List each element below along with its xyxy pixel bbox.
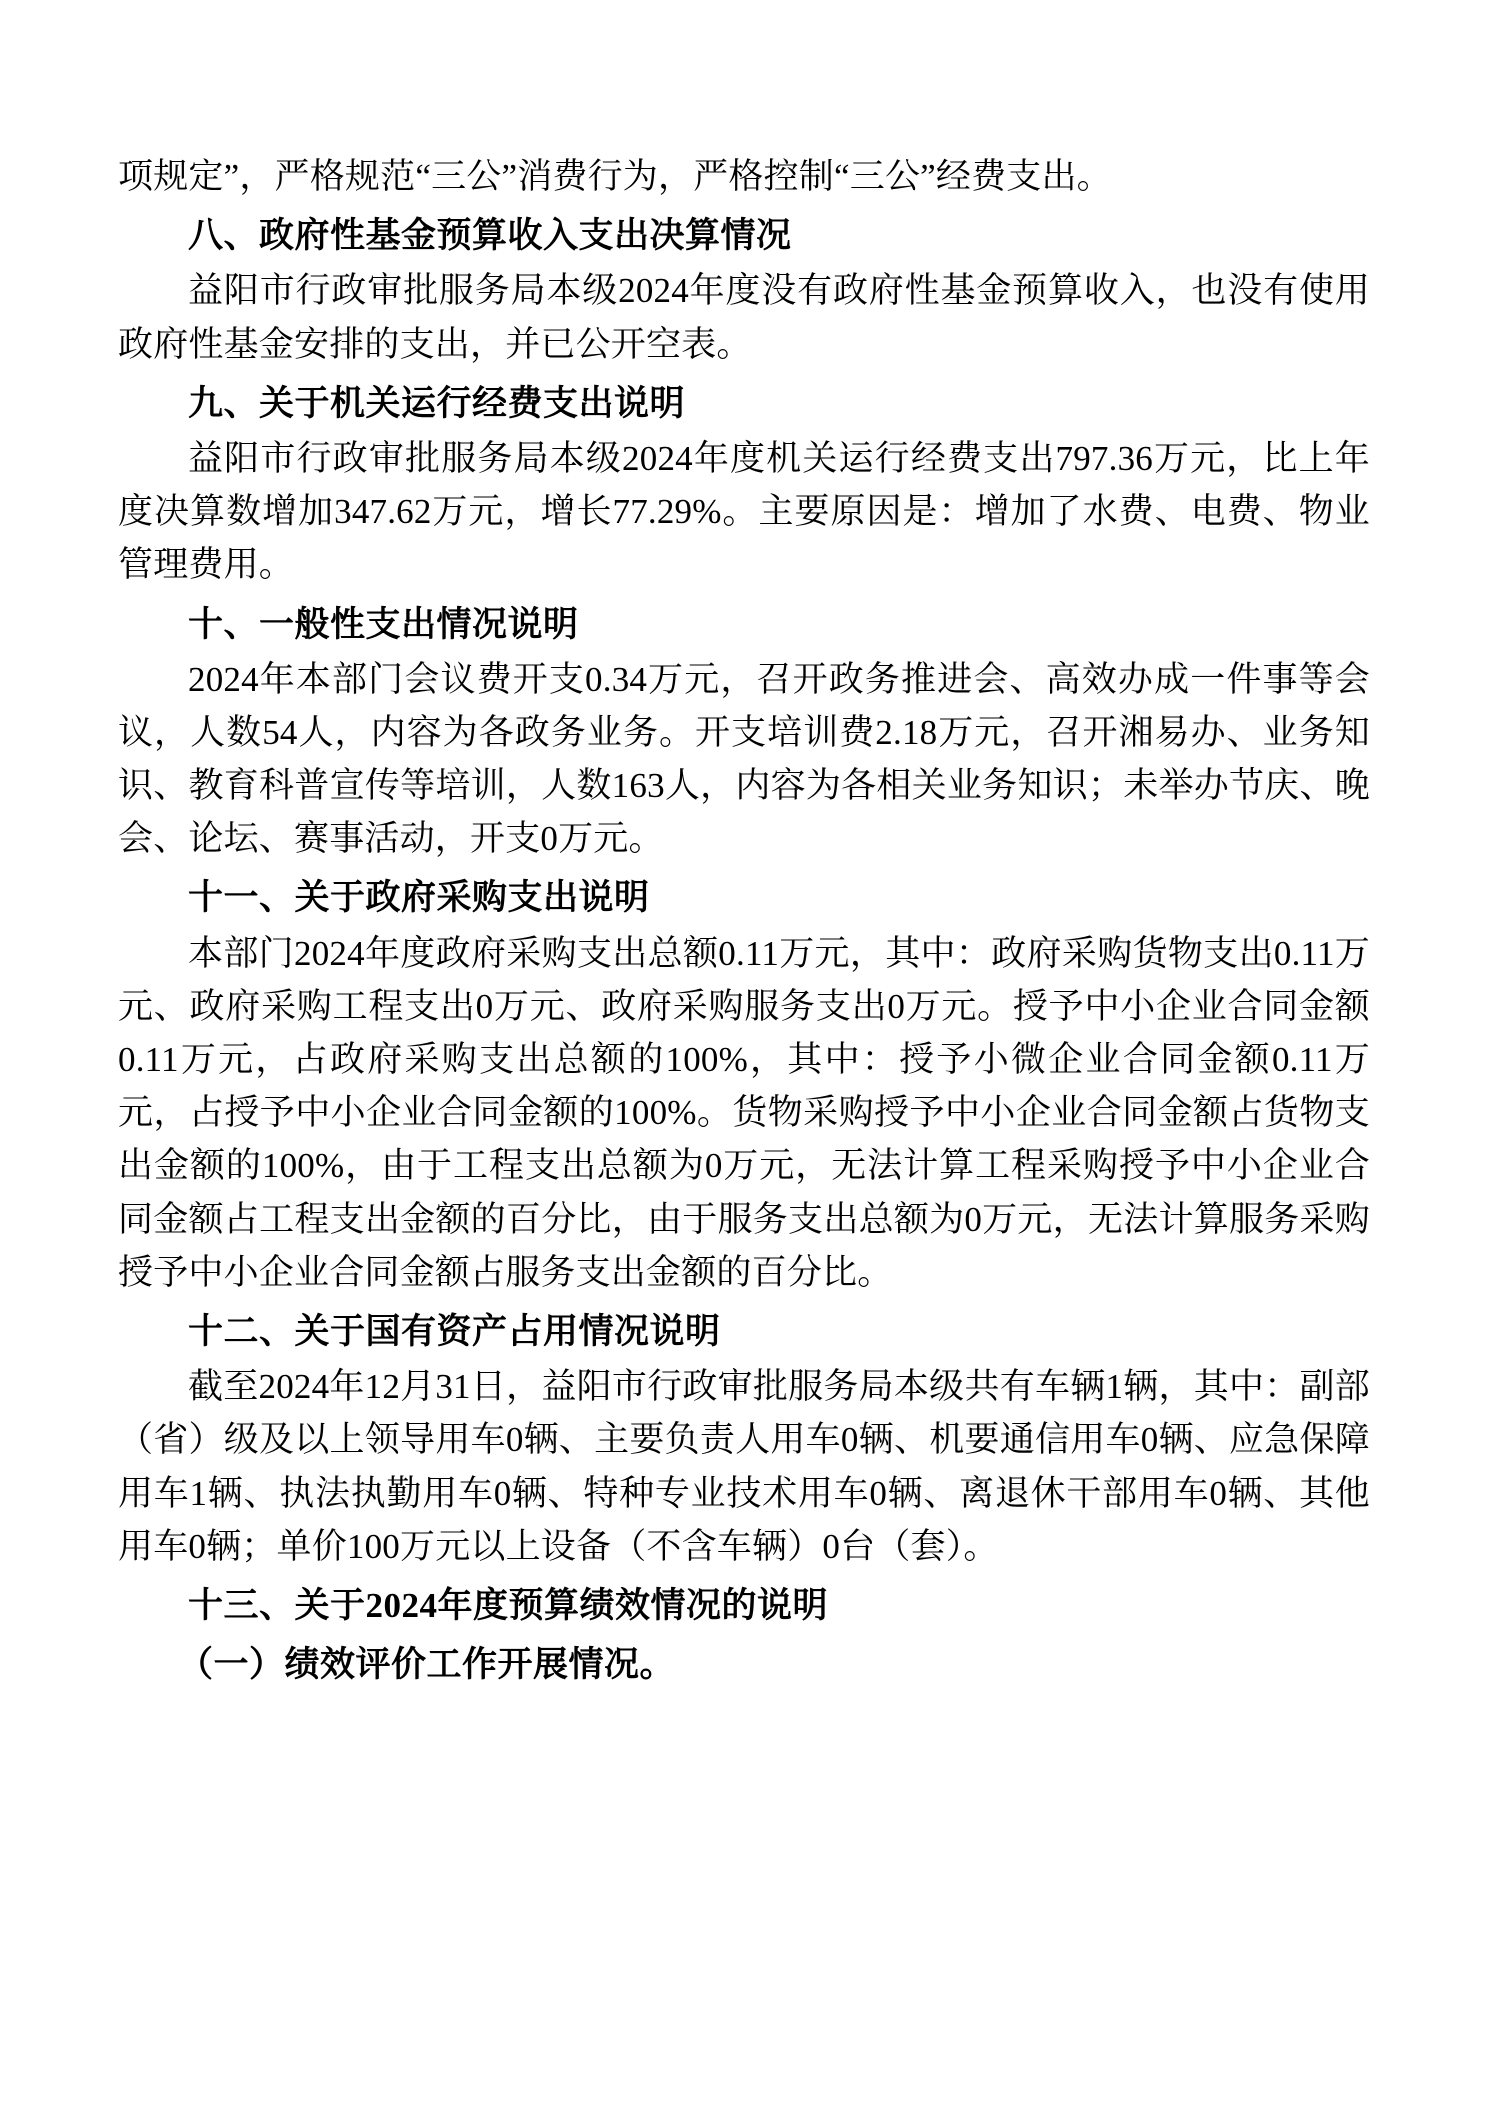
heading-section-12: 十二、关于国有资产占用情况说明 — [188, 1311, 721, 1351]
heading-section-10: 十、一般性支出情况说明 — [188, 604, 579, 644]
heading-section-8: 八、政府性基金预算收入支出决算情况 — [188, 216, 792, 256]
document-body — [118, 150, 1370, 1691]
heading-section-13: 十三、关于2024年度预算绩效情况的说明 — [188, 1585, 829, 1625]
paragraph-continuation: 项规定”，严格规范“三公”消费行为，严格控制“三公”经费支出。 — [118, 157, 1112, 196]
paragraph-section-8: 益阳市行政审批服务局本级2024年度没有政府性基金预算收入，也没有使用政府性基金安排的支出，并已公开空表。 — [118, 271, 1370, 364]
heading-section-9: 九、关于机关运行经费支出说明 — [188, 383, 686, 423]
heading-section-11: 十一、关于政府采购支出说明 — [188, 878, 650, 918]
paragraph-section-9: 益阳市行政审批服务局本级2024年度机关运行经费支出797.36万元，比上年度决算数增加347.62万元，增长77.29%。主要原因是：增加了水费、电费、物业管理费用。 — [118, 438, 1370, 585]
paragraph-section-10: 2024年本部门会议费开支0.34万元，召开政务推进会、高效办成一件事等会议，人数54人，内容为各政务业务。开支培训费2.18万元，召开湘易办、业务知识、教育科普宣传等培训，人数163人，内容为各相关业务知识；未举办节庆、晚会、论坛、赛事活动，开支0万元。 — [118, 659, 1370, 859]
heading-section-13-sub-1: （一）绩效评价工作开展情况。 — [178, 1645, 676, 1685]
paragraph-section-12: 截至2024年12月31日，益阳市行政审批服务局本级共有车辆1辆，其中：副部（省）级及以上领导用车0辆、主要负责人用车0辆、机要通信用车0辆、应急保障用车1辆、执法执勤用车0辆、特种专业技术用车0辆、离退休干部用车0辆、其他用车0辆；单价100万元以上设备（不含车辆）0台（套）。 — [118, 1367, 1370, 1566]
paragraph-section-11: 本部门2024年度政府采购支出总额0.11万元，其中：政府采购货物支出0.11万元、政府采购工程支出0万元、政府采购服务支出0万元。授予中小企业合同金额0.11万元，占政府采购支出总额的100%，其中：授予小微企业合同金额0.11万元，占授予中小企业合同金额的100%。货物采购授予中小企业合同金额占货物支出金额的100%，由于工程支出总额为0万元，无法计算工程采购授予中小企业合同金额占工程支出金额的百分比，由于服务支出总额为0万元，无法计算服务采购授予中小企业合同金额占服务支出金额的百分比。 — [118, 933, 1370, 1292]
